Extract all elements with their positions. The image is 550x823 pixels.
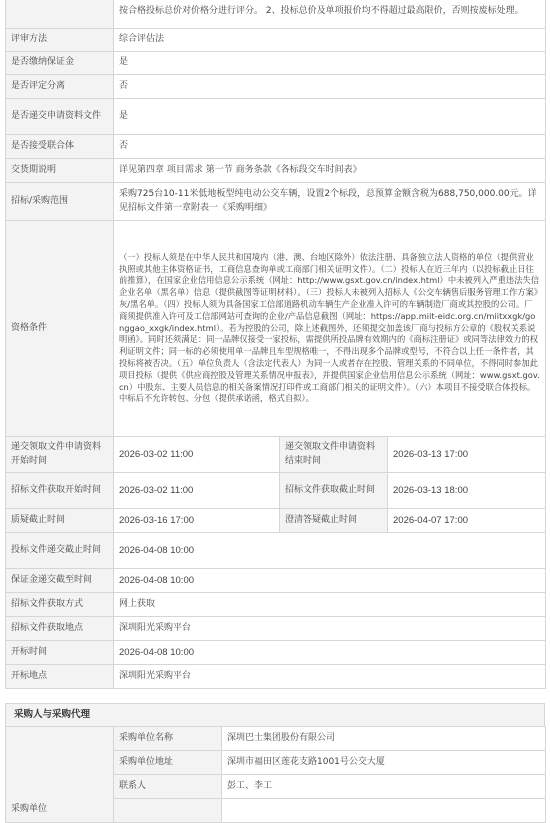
row-value: 采购725台10-11米低地板型纯电动公交车辆，设置2个标段，总预算金额含税为688,750,000.00元。详见招标文件第一章附表一《采购明细》 (114, 183, 546, 221)
row-label: 交货期说明 (6, 159, 114, 183)
row-value: 详见第四章 项目需求 第一节 商务条款《各标段交车时间表》 (114, 159, 546, 183)
row-value: 2026-04-08 10:00 (114, 641, 546, 665)
info-row (6, 135, 546, 159)
purchaser-table (5, 726, 546, 823)
row-label: 质疑截止时间 (6, 509, 114, 533)
purchaser-group-label: 采购单位 (6, 727, 114, 823)
row-label (6, 0, 114, 29)
info-row (6, 99, 546, 135)
row-label: 是否接受联合体 (6, 135, 114, 159)
info-row (6, 641, 546, 665)
row-label: 评审方法 (6, 29, 114, 52)
row-value: 深圳巴士集团股份有限公司 (222, 727, 546, 751)
row-value: 否 (114, 135, 546, 159)
tender-info-table (5, 0, 546, 689)
row-value (222, 799, 546, 823)
purchaser-section-title: 采购人与采购代理 (5, 703, 545, 727)
row-label: 递交领取文件申请资料结束时间 (280, 437, 388, 473)
row-label: 招标文件获取地点 (6, 617, 114, 641)
row-label: 投标文件递交截止时间 (6, 533, 114, 569)
info-row (6, 533, 546, 569)
row-label: 是否递交申请资料文件 (6, 99, 114, 135)
row-value: 2026-03-13 17:00 (388, 437, 546, 473)
qualification-value: （一）投标人须是在中华人民共和国境内（港、澳、台地区除外）依法注册、具备独立法人资格的单位（提供营业执照或其他主体资格证书，工商信息查询单或工商部门相关证明文件）。（二）投标人在近三年内（以投标截止日往前推算），在国家企业信用信息公示系统（网址：http://www.gsxt.gov.cn/index.html）中未被列入严重违法失信企业名单（黑名单）信息（提供截图等证明材料）。（三）投标人未被列入招标人《公交车辆售后服务管理工作方案》灰/黑名单。（四）投标人须为具备国家工信部道路机动车辆生产企业准入许可的车辆制造厂商或其控股的公司。厂商须提供准入许可及工信部网站可查询的企业/产品信息截图（网址：https://app.miit-eidc.org.cn/miitxxgk/gonggao_xxgk/index.html）。若为控股的公司，除上述截图外，还须提交加盖该厂商与投标方公章的《股权关系说明函》。同时还须满足：同一品牌仅接受一家投标，需提供所投品牌有效期内的《商标注册证》或同等法律效力的权利证明文件；同一标的必须使用单一品牌且车型规格唯一，不得出现多个品牌或型号，不符合以上任一条件者，其投标将被否决。（五）单位负责人（含法定代表人）为同一人或者存在控股、管理关系的不同单位，不得同时参加此项目投标（提供《供应商控股及管理关系情况申报表》，并提供国家企业信用信息公示系统（网址：www.gsxt.gov.cn）中股东、主要人员信息的相关备案情况打印件或工商部门相关的证明文件）。（六）本项目不接受联合体投标。中标后不允许转包、分包（提供承诺函，格式自拟）。 (114, 221, 546, 437)
evaluation-note-row (6, 0, 546, 29)
row-value: 2026-04-07 17:00 (388, 509, 546, 533)
row-label: 递交领取文件申请资料开始时间 (6, 437, 114, 473)
row-value: 深圳阳光采购平台 (114, 617, 546, 641)
time-pair-row (6, 509, 546, 533)
row-value: 2026-03-13 18:00 (388, 473, 546, 509)
info-row (6, 75, 546, 99)
row-value: 彭工、李工 (222, 775, 546, 799)
time-pair-row (6, 437, 546, 473)
row-value: 综合评估法 (114, 29, 546, 52)
info-row (6, 617, 546, 641)
row-label: 招标文件获取截止时间 (280, 473, 388, 509)
info-row (6, 183, 546, 221)
time-pair-row (6, 473, 546, 509)
row-value: 2026-03-02 11:00 (114, 437, 280, 473)
row-value: 是 (114, 52, 546, 75)
row-label: 招标/采购范围 (6, 183, 114, 221)
qualification-row (6, 221, 546, 437)
info-row (6, 52, 546, 75)
row-value: 2026-03-16 17:00 (114, 509, 280, 533)
info-row (6, 593, 546, 617)
row-value: 是 (114, 99, 546, 135)
row-value: 深圳市福田区莲花支路1001号公交大厦 (222, 751, 546, 775)
row-label: 是否评定分离 (6, 75, 114, 99)
row-value: 2026-03-02 11:00 (114, 473, 280, 509)
row-value: 网上获取 (114, 593, 546, 617)
row-value: 2026-04-08 10:00 (114, 569, 546, 593)
row-label: 开标地点 (6, 665, 114, 689)
info-row (6, 29, 546, 52)
info-row (6, 159, 546, 183)
info-row (6, 665, 546, 689)
row-value: 深圳阳光采购平台 (114, 665, 546, 689)
row-value: 2026-04-08 10:00 (114, 533, 546, 569)
row-label: 资格条件 (6, 221, 114, 437)
row-value: 否 (114, 75, 546, 99)
row-label: 是否缴纳保证金 (6, 52, 114, 75)
evaluation-note-value: 按合格投标总价对价格分进行评分。 2、投标总价及单项报价均不得超过最高限价，否则按废标处理。 (114, 0, 546, 29)
row-label: 保证金递交截至时间 (6, 569, 114, 593)
row-label: 开标时间 (6, 641, 114, 665)
row-label: 招标文件获取方式 (6, 593, 114, 617)
row-label: 澄清答疑截止时间 (280, 509, 388, 533)
row-label (114, 799, 222, 823)
purchaser-row (6, 727, 546, 751)
info-row (6, 569, 546, 593)
row-label: 联系人 (114, 775, 222, 799)
row-label: 采购单位名称 (114, 727, 222, 751)
row-label: 招标文件获取开始时间 (6, 473, 114, 509)
row-label: 采购单位地址 (114, 751, 222, 775)
